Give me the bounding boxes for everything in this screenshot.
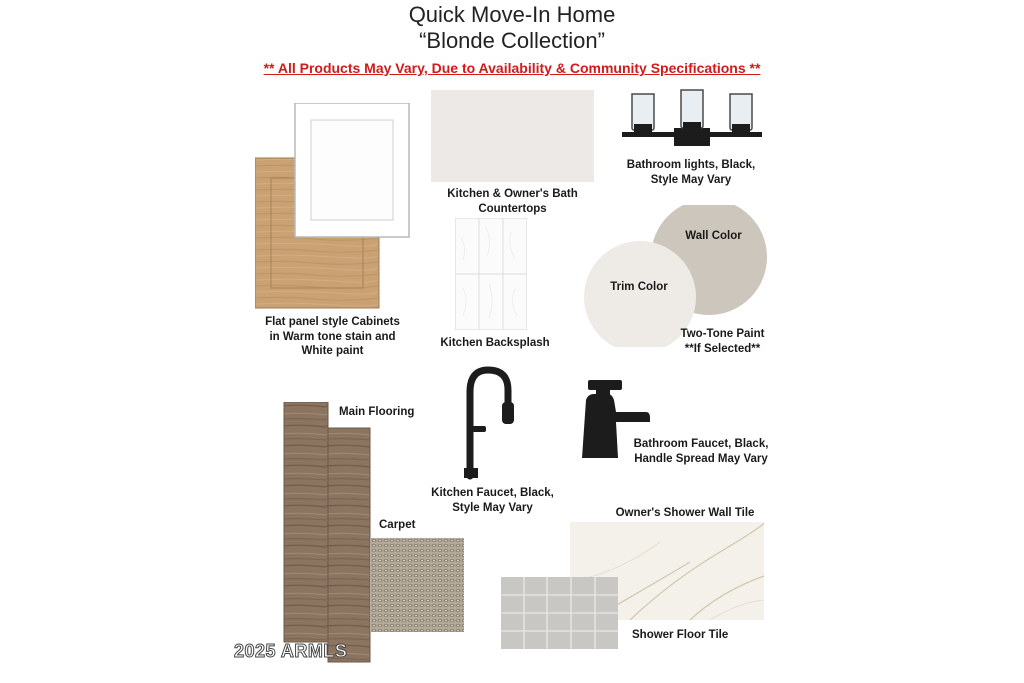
bathroom-light-fixture: [620, 88, 764, 154]
availability-notice: ** All Products May Vary, Due to Availability & Community Specifications **: [263, 60, 761, 76]
kitchen-faucet-caption: Kitchen Faucet, Black, Style May Vary: [431, 487, 554, 514]
countertop-sample: [431, 90, 594, 182]
countertops-caption: Kitchen & Owner's Bath Countertops: [447, 188, 578, 215]
bathroom-faucet-caption: Bathroom Faucet, Black, Handle Spread May Vary: [633, 438, 769, 465]
cabinets-caption: Flat panel style Cabinets in Warm tone stain and White paint: [265, 316, 400, 357]
carpet-sample: [371, 538, 464, 632]
backsplash-sample: [455, 218, 527, 330]
flooring-planks: [282, 402, 372, 664]
bathroom-lights-caption: Bathroom lights, Black, Style May Vary: [626, 159, 756, 186]
shower-floor-tile-sample: [501, 577, 618, 649]
wall-color-label: Wall Color: [685, 230, 742, 242]
page-subtitle: “Blonde Collection”: [419, 28, 605, 53]
page-title: Quick Move-In Home: [408, 2, 616, 27]
copyright-watermark: 2025 ARMLS: [234, 641, 348, 661]
carpet-caption: Carpet: [379, 519, 416, 531]
paint-caption: Two-Tone Paint **If Selected**: [680, 328, 765, 355]
main-flooring-caption: Main Flooring: [339, 406, 415, 418]
trim-color-label: Trim Color: [610, 281, 668, 293]
paint-swatches: [582, 205, 772, 347]
shower-floor-tile-caption: Shower Floor Tile: [632, 629, 729, 641]
backsplash-caption: Kitchen Backsplash: [440, 337, 550, 349]
shower-wall-tile-caption: Owner's Shower Wall Tile: [615, 507, 755, 519]
cabinet-samples: [255, 103, 411, 309]
kitchen-faucet: [450, 364, 520, 480]
